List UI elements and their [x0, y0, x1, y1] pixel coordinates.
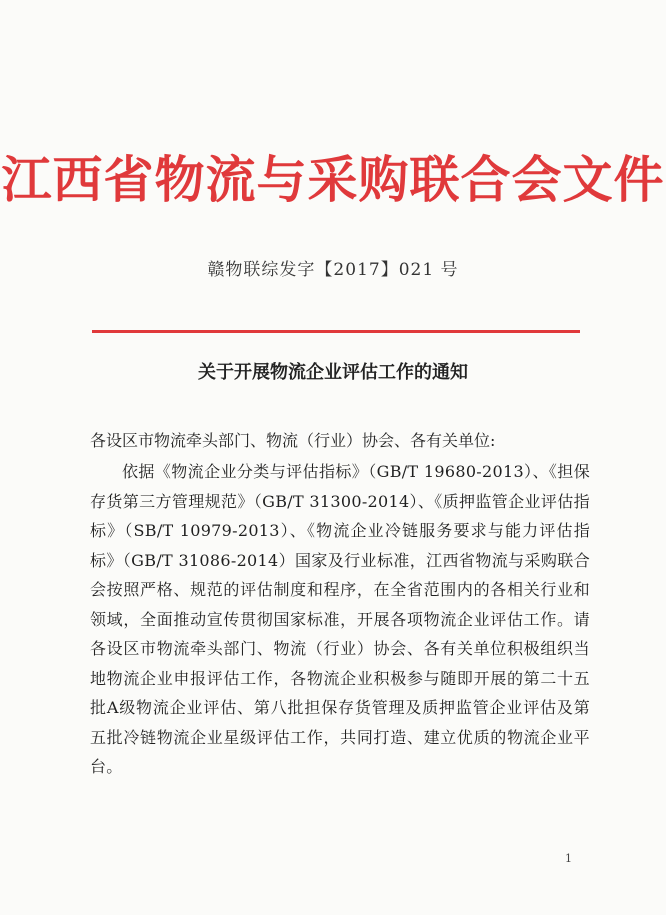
issuer-title: 江西省物流与采购联合会文件 — [1, 150, 665, 209]
page-number: 1 — [565, 852, 572, 865]
notice-title: 关于开展物流企业评估工作的通知 — [198, 362, 468, 383]
notice-body: 依据《物流企业分类与评估指标》（GB/T 19680-2013）、《担保存货第三方管理规范》（GB/T 31300-2014）、《质押监管企业评估指标》（SB/T 10979-2013）、《物流企业冷链服务要求与能力评估指标》（GB/T 31086-2014）国家及行业标准，江西省物流与采购联合会按照严格、规范的评估制度和程序，在全省范围内的各相关行业和领域，全面推动宣传贯彻国家标准，开展各项物流企业评估工作。请各设区市物流牵头部门、物流（行业）协会、各有关单位积极组织当地物流企业申报评估工作，各物流企业积极参与随即开展的第二十五批A级物流企业评估、第八批担保存货管理及质押监管企业评估及第五批冷链物流企业星级评估工作，共同打造、建立优质的物流企业平台。 — [90, 462, 590, 776]
salutation: 各设区市物流牵头部门、物流（行业）协会、各有关单位: — [90, 431, 496, 450]
red-divider — [92, 330, 580, 333]
document-number: 赣物联综发字【2017】021 号 — [207, 260, 459, 280]
